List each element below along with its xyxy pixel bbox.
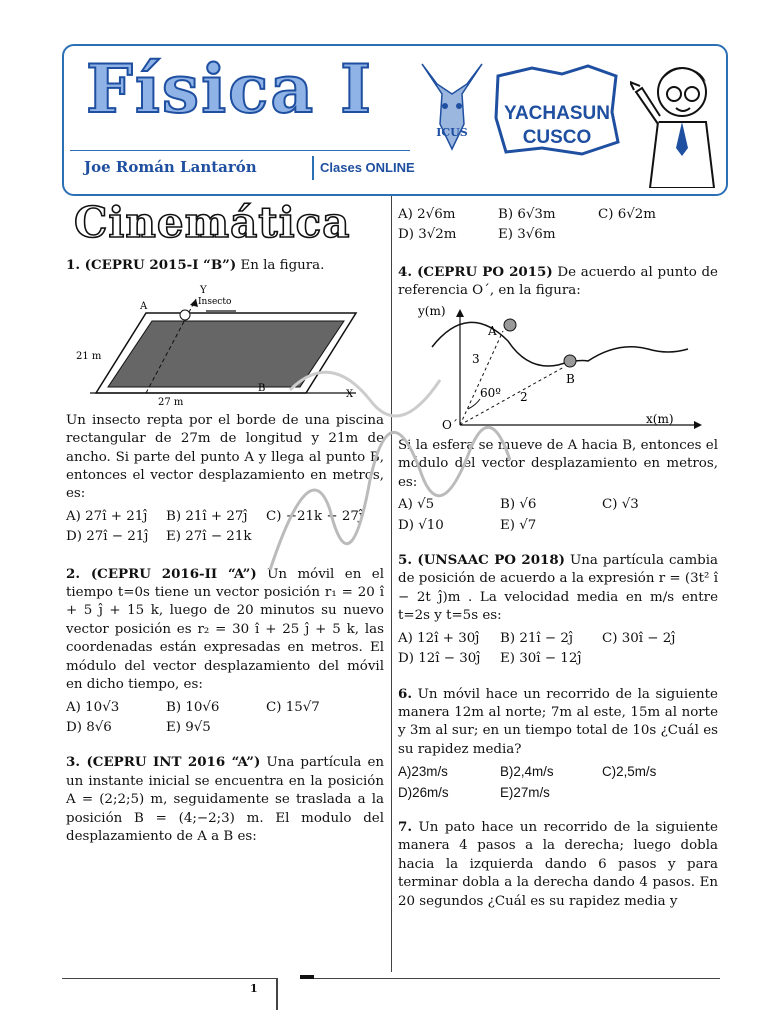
footer-line-left bbox=[62, 978, 276, 979]
q2-heading: 2. (CEPRU 2016-II “A”) bbox=[66, 565, 257, 582]
q2-text-3: , las coordenadas están expresadas en metros. El módulo del vector desplazamiento del móvil en dicho tiempo, es: bbox=[66, 621, 384, 693]
academy-logo bbox=[412, 54, 492, 172]
q2-option-e[interactable]: E) 9√5 bbox=[166, 719, 211, 735]
q5-option-e[interactable]: E) 30î − 12ĵ bbox=[500, 651, 582, 667]
q2-option-c[interactable]: C) 15√7 bbox=[266, 699, 320, 715]
q1-option-a[interactable]: A) 27î + 21ĵ bbox=[66, 508, 148, 524]
q6-option-e[interactable]: E)27m/s bbox=[500, 784, 550, 800]
q6-option-d[interactable]: D)26m/s bbox=[398, 784, 449, 800]
q4-fig-ylabel: y(m) bbox=[418, 303, 446, 318]
q1-fig-y-label: Y bbox=[200, 285, 207, 297]
q1-heading: 1. (CEPRU 2015-I “B”) bbox=[66, 257, 237, 273]
question-3 bbox=[66, 753, 384, 846]
q3-text-1: Una partícula en un instante inicial se encuentra en la posición bbox=[66, 755, 384, 789]
q4-options bbox=[398, 496, 718, 535]
q4-fig-a: A bbox=[488, 323, 497, 338]
footer-vertical-bar bbox=[276, 978, 278, 1010]
brand-line-1: YACHASUN bbox=[504, 103, 610, 124]
q3-text-3: . El modulo del desplazamiento de A a B es: bbox=[66, 810, 385, 844]
question-1 bbox=[66, 256, 384, 547]
footer-mark bbox=[300, 975, 314, 979]
column-divider bbox=[391, 196, 392, 972]
q2-option-d[interactable]: D) 8√6 bbox=[66, 719, 112, 735]
q6-option-b[interactable]: B)2,4m/s bbox=[500, 764, 554, 780]
q4-text-2: Si la esfera se mueve de A hacia B, entonces el módulo del vector desplazamiento en metros, es: bbox=[398, 438, 718, 490]
q1-pool-figure bbox=[66, 275, 384, 405]
q4-option-d[interactable]: D) √10 bbox=[398, 517, 444, 533]
online-label: Clases ONLINE bbox=[320, 160, 415, 175]
q4-fig-three: 3 bbox=[472, 351, 480, 366]
q2-option-b[interactable]: B) 10√6 bbox=[166, 699, 220, 715]
course-title: Física I bbox=[86, 50, 373, 128]
q5-heading: 5. (UNSAAC PO 2018) bbox=[398, 552, 565, 569]
q5-option-b[interactable]: B) 21î − 2ĵ bbox=[500, 630, 574, 646]
q3-text-2: , seguidamente se traslada a la posición bbox=[66, 792, 384, 826]
q7-heading: 7. bbox=[398, 818, 412, 835]
brand-line-2: CUSCO bbox=[522, 127, 592, 148]
q6-text: Un móvil hace un recorrido de la siguiente manera 12m al norte; 7m al este, 15m al norte y 3m al sur; en un tiempo total de 10s ¿Cuál es su rapidez media? bbox=[398, 686, 718, 757]
q3-options bbox=[398, 206, 718, 245]
q3-option-a[interactable]: A) 2√6m bbox=[398, 207, 456, 222]
q1-fig-length-label: 27 m bbox=[158, 397, 184, 406]
left-column bbox=[66, 198, 384, 846]
question-2 bbox=[66, 565, 384, 738]
footer-line-right bbox=[300, 978, 720, 979]
q4-text: De acuerdo al punto de referencia O´, en la figura: bbox=[398, 264, 718, 299]
q3-option-d[interactable]: D) 3√2m bbox=[398, 227, 457, 243]
author-name: Joe Román Lantarón bbox=[84, 158, 257, 176]
q1-option-b[interactable]: B) 21î + 27ĵ bbox=[166, 508, 248, 524]
q5-option-d[interactable]: D) 12î − 30ĵ bbox=[398, 651, 481, 667]
q7-text: Un pato hace un recorrido de la siguiente manera 4 pasos a la derecha; luego dobla hacia la izquierda dando 6 pasos y para terminar dobla a la derecha dando 4 pasos. En 20 segundos ¿Cuál es su rapidez media y bbox=[398, 819, 718, 909]
q2-text-2: , luego de 20 minutos su nuevo vector posición es bbox=[66, 603, 384, 637]
header-divider bbox=[70, 150, 410, 151]
question-5 bbox=[398, 551, 718, 668]
q1-fig-a-label: A bbox=[140, 301, 148, 313]
q2-r2: r₂ = 30 î + 25 ĵ + 5 k bbox=[197, 621, 355, 637]
q3-point-b: B = (4;−2;3) m bbox=[134, 810, 260, 826]
q5-text: Una partícula cambia de posición de acuerdo a la expresión r = (3t² î − 2t ĵ)m . La velocidad media en m/s entre t=2s y t=5s es: bbox=[398, 553, 718, 624]
q2-text-1: Un móvil en el tiempo t=0s tiene un vector posición bbox=[66, 566, 384, 601]
header-vertical-divider bbox=[312, 156, 314, 180]
q5-options bbox=[398, 630, 718, 669]
q1-fig-b-label: B bbox=[258, 383, 266, 395]
q4-fig-angle: 60º bbox=[480, 385, 501, 400]
q1-option-d[interactable]: D) 27î − 21ĵ bbox=[66, 529, 149, 545]
header-banner bbox=[62, 44, 728, 196]
q4-fig-xlabel: x(m) bbox=[646, 411, 674, 426]
q6-option-a[interactable]: A)23m/s bbox=[398, 764, 448, 780]
q6-option-c[interactable]: C)2,5m/s bbox=[602, 764, 657, 780]
q2-option-a[interactable]: A) 10√3 bbox=[66, 699, 120, 715]
q6-options bbox=[398, 763, 718, 802]
q4-option-c[interactable]: C) √3 bbox=[602, 497, 639, 513]
q1-fig-width-label: 21 m bbox=[76, 351, 102, 363]
q1-lead: En la figura. bbox=[236, 258, 325, 273]
q3-heading: 3. (CEPRU INT 2016 “A”) bbox=[66, 754, 261, 771]
q1-option-c[interactable]: C) −21k − 27ĵ bbox=[266, 508, 364, 524]
q6-heading: 6. bbox=[398, 685, 412, 702]
q1-fig-x-label: X bbox=[346, 389, 354, 401]
q1-option-e[interactable]: E) 27î − 21k bbox=[166, 529, 252, 545]
q4-option-e[interactable]: E) √7 bbox=[500, 517, 537, 533]
q3-option-c[interactable]: C) 6√2m bbox=[598, 207, 656, 222]
q3-option-b[interactable]: B) 6√3m bbox=[498, 207, 556, 222]
question-7 bbox=[398, 818, 718, 911]
q4-option-b[interactable]: B) √6 bbox=[500, 497, 537, 513]
question-4 bbox=[398, 263, 718, 535]
q4-fig-origin: O´ bbox=[442, 417, 458, 431]
q5-option-c[interactable]: C) 30î − 2ĵ bbox=[602, 630, 676, 646]
q4-fig-b: B bbox=[566, 371, 575, 386]
q4-fig-two: 2 bbox=[520, 389, 528, 404]
section-title: Cinemática bbox=[74, 198, 351, 247]
q3-option-e[interactable]: E) 3√6m bbox=[498, 227, 556, 243]
q4-heading: 4. (CEPRU PO 2015) bbox=[398, 263, 553, 280]
q1-options bbox=[66, 508, 384, 547]
q5-option-a[interactable]: A) 12î + 30ĵ bbox=[398, 630, 480, 646]
q1-text: Un insecto repta por el borde de una piscina rectangular de 27m de longitud y 21m de ancho. Si parte del punto A y llega al punto B, entonces el vector desplazamiento en metros, es: bbox=[66, 412, 384, 502]
teacher-cartoon bbox=[630, 52, 722, 188]
logo-text: ICUS bbox=[436, 126, 468, 139]
q2-r1: r₁ = 20 î + 5 ĵ + 15 k bbox=[66, 585, 384, 619]
q3-point-a: A = (2;2;5) m bbox=[66, 792, 164, 808]
q4-hill-figure bbox=[398, 301, 718, 431]
q2-options bbox=[66, 699, 384, 738]
q1-fig-insect-label: Insecto bbox=[198, 297, 232, 308]
right-column bbox=[398, 206, 718, 911]
question-6 bbox=[398, 685, 718, 802]
brand-name bbox=[492, 102, 622, 150]
page-number: 1 bbox=[250, 982, 258, 995]
q4-option-a[interactable]: A) √5 bbox=[398, 497, 435, 513]
